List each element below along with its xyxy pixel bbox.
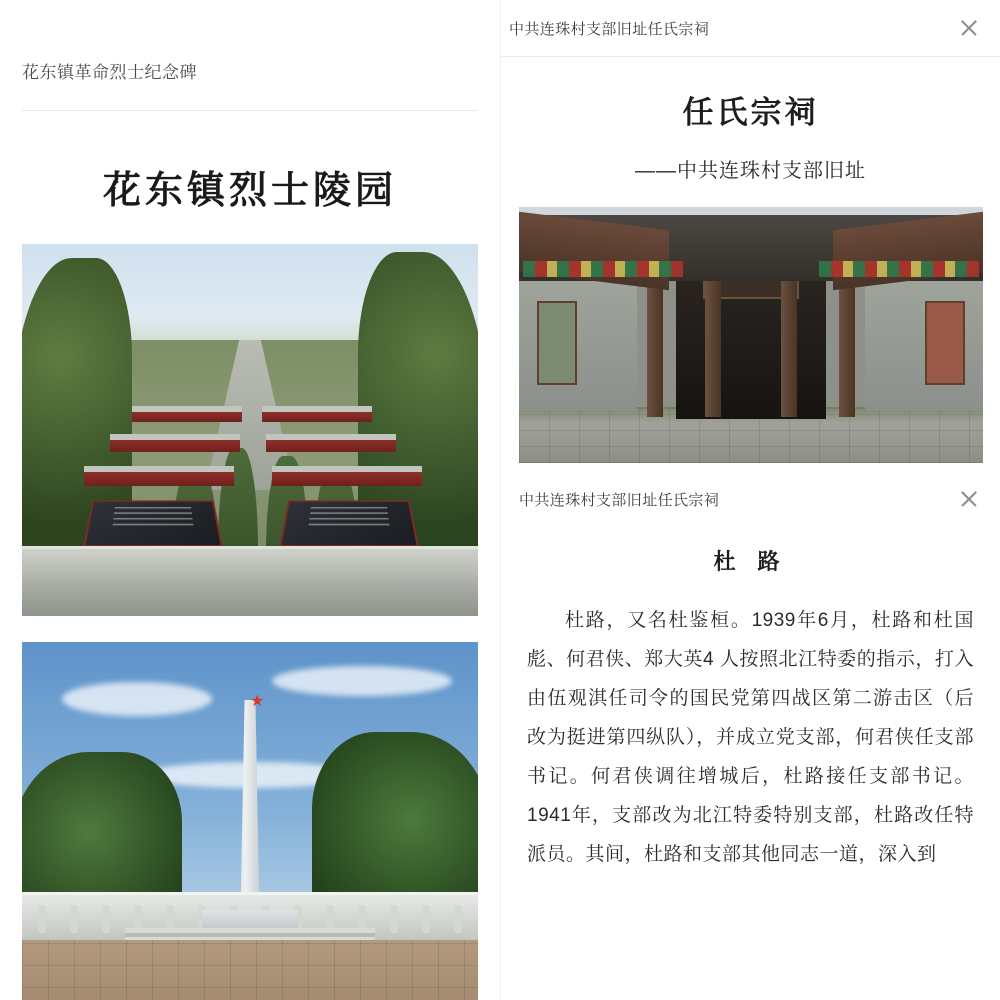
photo2-cloud <box>272 666 452 696</box>
photo1-memorial-slab <box>279 500 419 547</box>
article-body: 杜路，又名杜鉴桓。1939年6月，杜路和杜国彪、何君侠、郑大英4 人按照北江特委的指示，打入由伍观淇任司令的国民党第四战区第二游击区（后改为挺进第四纵队），并成立党支部，何君侠任支部书记。何君侠调往增城后，杜路接任支部书记。1941年，支部改为北江特委特别支部，杜路改任特派员。其间，杜路和支部其他同志一道，深入到 <box>527 610 974 865</box>
photo1-slab-text <box>111 507 196 538</box>
photo1-slab-text <box>307 507 392 538</box>
photo1-grave <box>84 466 234 486</box>
photo1-grave <box>132 406 242 422</box>
photo3-painted-frieze <box>523 261 683 277</box>
right-subheading: ——中共连珠村支部旧址 <box>635 160 866 182</box>
photo1-curb <box>22 546 478 616</box>
photo3-painted-frieze <box>819 261 979 277</box>
page-title: 花东镇烈士陵园 <box>102 170 397 212</box>
photo1-grave <box>272 466 422 486</box>
right-heading: 任氏宗祠 <box>682 95 819 130</box>
martyrs-cemetery-graves-photo <box>22 244 478 616</box>
close-icon[interactable] <box>956 486 982 512</box>
close-icon[interactable] <box>956 15 982 41</box>
left-header-divider <box>22 110 478 111</box>
right-second-topbar-title: 中共连珠村支部旧址任氏宗祠 <box>519 491 720 509</box>
photo1-grave <box>110 434 240 452</box>
photo3-column <box>781 277 797 417</box>
photo2-plaza <box>22 940 478 1000</box>
photo3-notice-board <box>925 301 965 385</box>
martyrs-monument-photo <box>22 642 478 1000</box>
right-document-pane <box>500 0 1000 1000</box>
right-topbar-divider <box>501 56 1000 57</box>
right-topbar-title: 中共连珠村支部旧址任氏宗祠 <box>509 20 710 38</box>
photo3-column <box>839 277 855 417</box>
right-card <box>501 87 1000 463</box>
left-header-title: 花东镇革命烈士纪念碑 <box>22 63 197 82</box>
photo3-column <box>647 277 663 417</box>
right-topbar <box>501 0 1000 56</box>
photo3-notice-board <box>537 301 577 385</box>
photo3-column <box>705 277 721 417</box>
left-header <box>0 0 500 96</box>
photo3-wall-right <box>865 281 983 411</box>
photo1-grave <box>266 434 396 452</box>
photo2-cloud <box>62 682 212 716</box>
article-title: 杜 路 <box>713 549 788 574</box>
renshi-ancestral-hall-photo <box>519 207 983 463</box>
photo1-memorial-slab <box>83 500 223 547</box>
left-body <box>0 159 500 1000</box>
right-second-topbar <box>501 471 1000 527</box>
photo1-grave <box>262 406 372 422</box>
